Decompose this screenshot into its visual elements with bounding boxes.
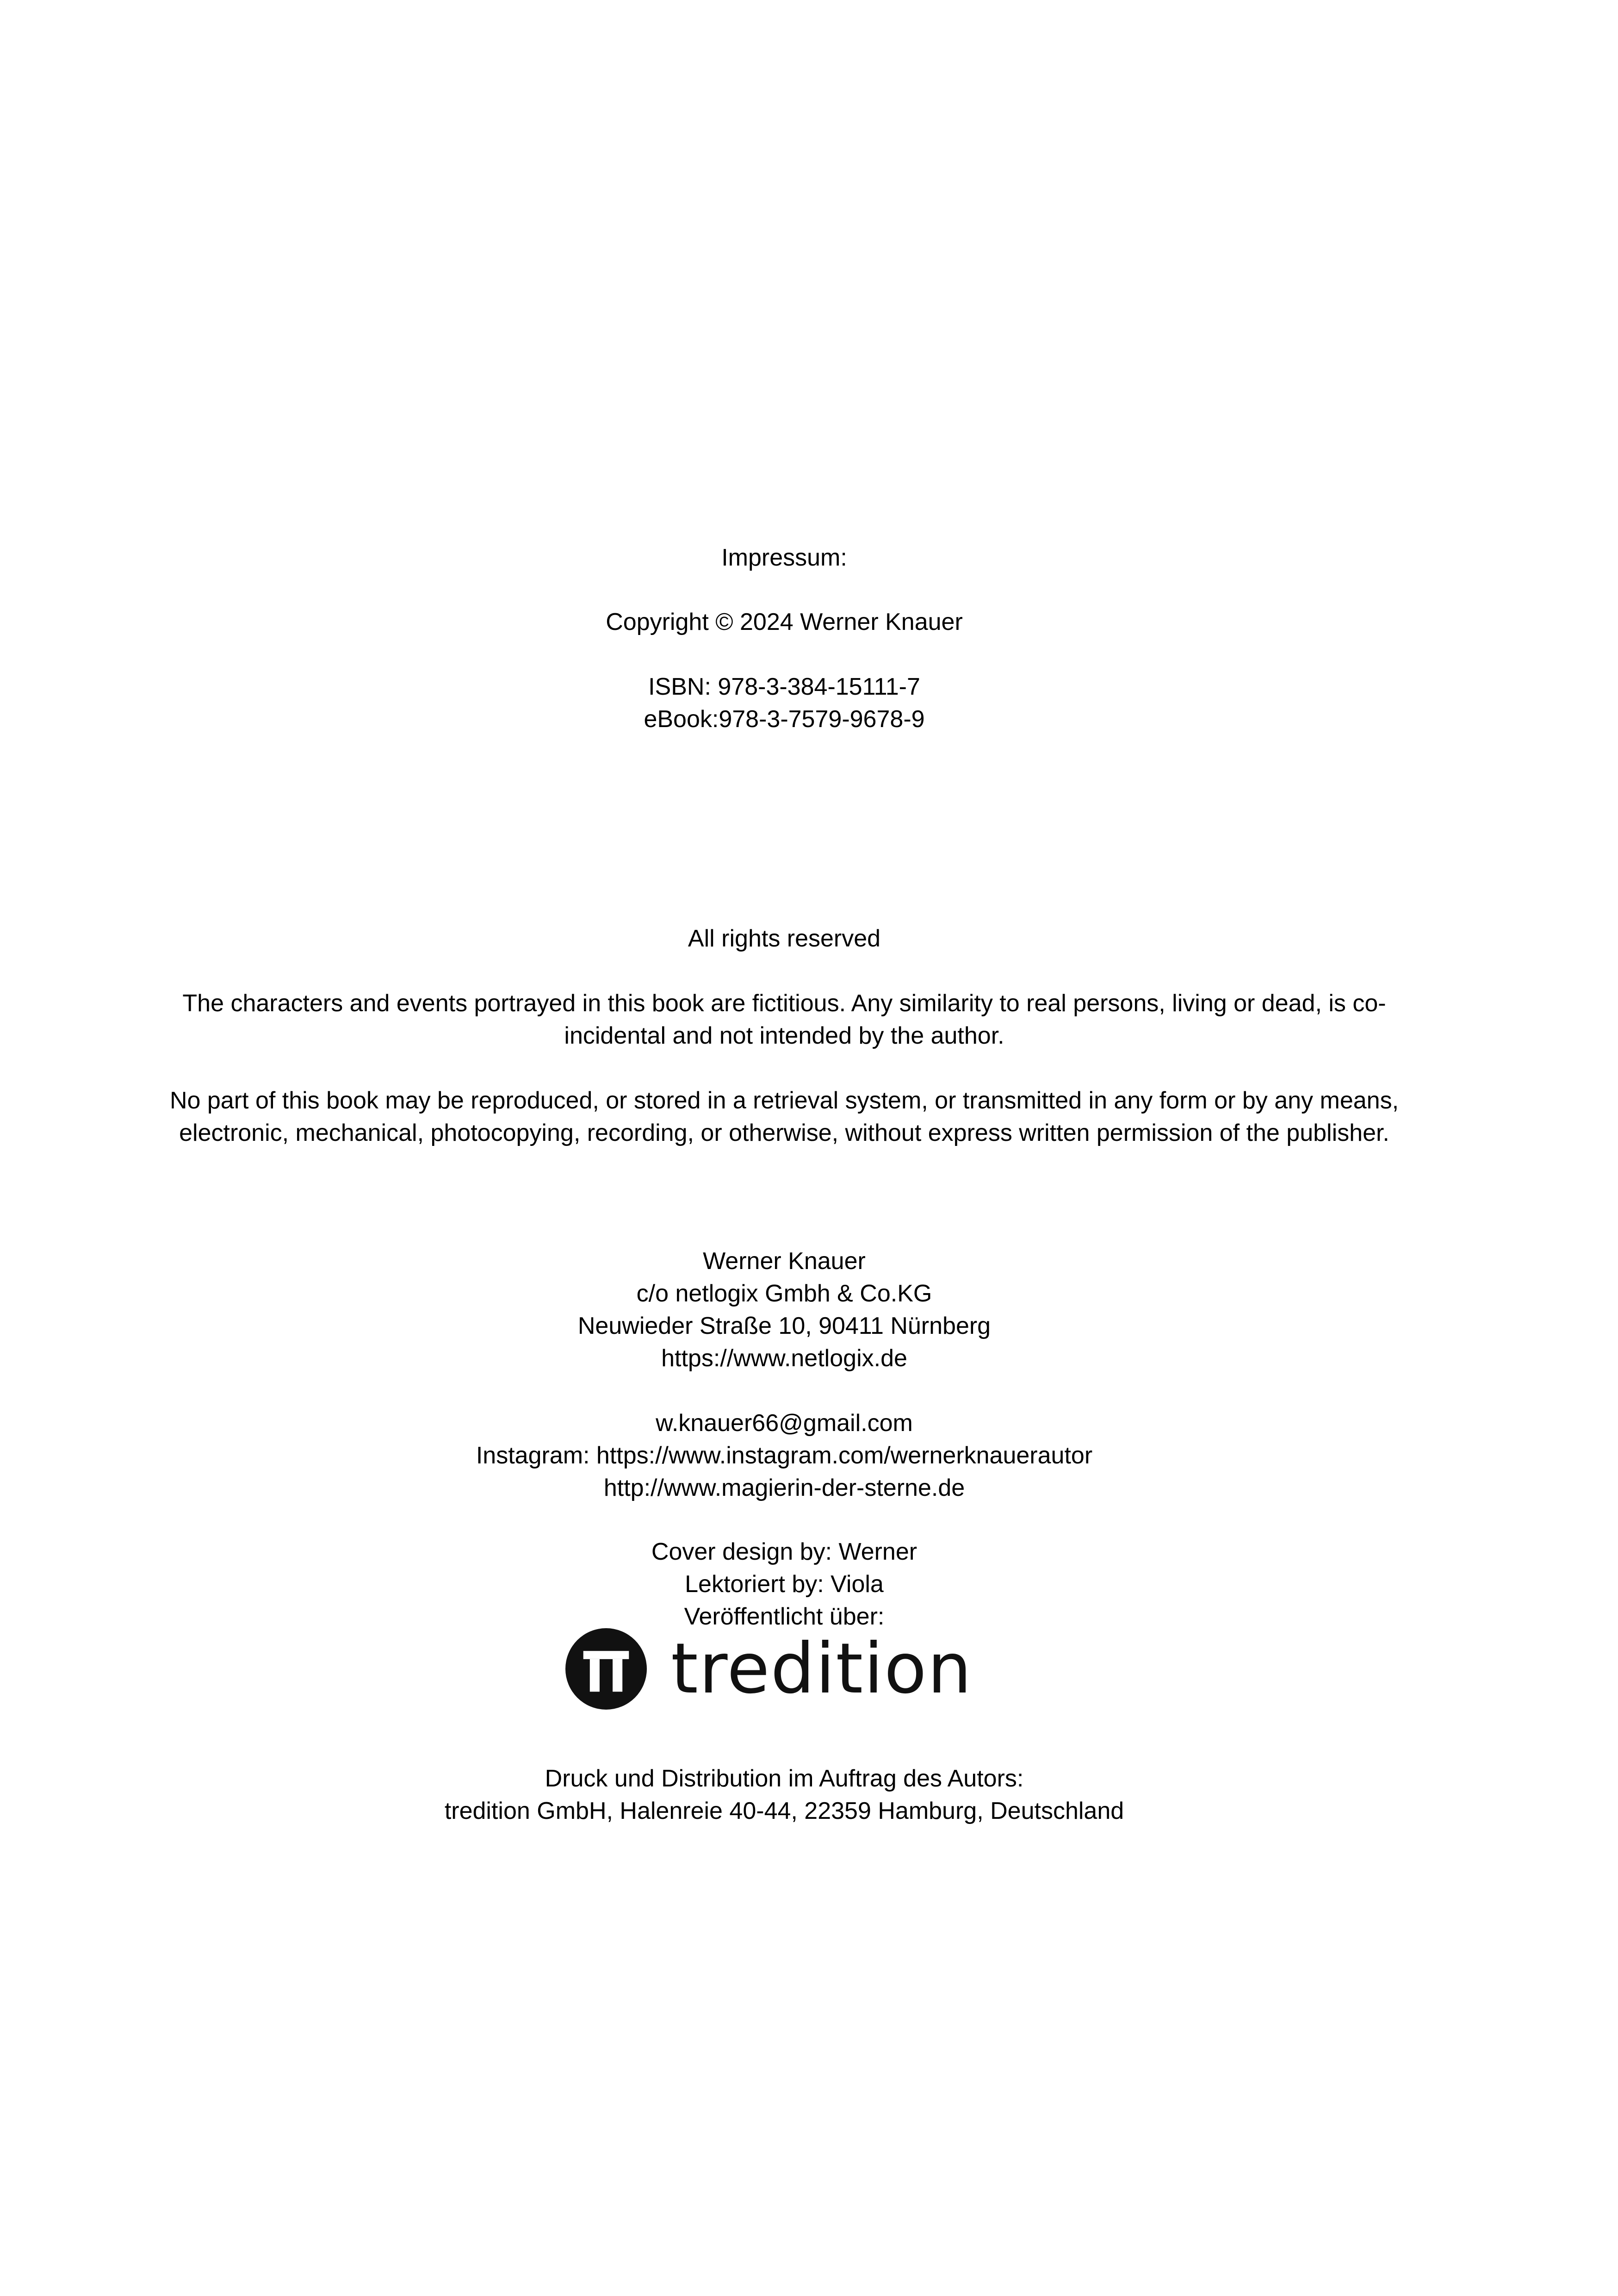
tredition-logo bbox=[565, 1628, 973, 1710]
email-address: w.knauer66@gmail.com bbox=[656, 1410, 913, 1437]
address-line: Neuwieder Straße 10, 90411 Nürnberg bbox=[577, 1313, 991, 1339]
ebook-isbn-line: eBook:978-3-7579-9678-9 bbox=[644, 706, 925, 733]
book-website: http://www.magierin-der-sterne.de bbox=[603, 1475, 965, 1501]
company-website: https://www.netlogix.de bbox=[661, 1345, 907, 1372]
imprint-heading: Impressum: bbox=[721, 544, 847, 571]
isbn-line: ISBN: 978-3-384-15111-7 bbox=[648, 673, 920, 700]
distribution-line-1: Druck und Distribution im Auftrag des Autors: bbox=[545, 1765, 1024, 1792]
published-via-label: Veröffentlicht über: bbox=[684, 1603, 885, 1630]
author-name: Werner Knauer bbox=[703, 1248, 866, 1275]
tredition-wordmark: tredition bbox=[671, 1629, 973, 1709]
tredition-logo-icon bbox=[565, 1628, 647, 1710]
company-line: c/o netlogix Gmbh & Co.KG bbox=[636, 1280, 932, 1307]
instagram-link: Instagram: https://www.instagram.com/wernerknauerautor bbox=[476, 1442, 1093, 1469]
reproduction-disclaimer: No part of this book may be reproduced, or stored in a retrieval system, or transmitted in any form or by any means, electronic, mechanical, photocopying, recording, or otherwise, without express written permission of the publisher. bbox=[169, 1087, 1399, 1146]
editor-credit: Lektoriert by: Viola bbox=[685, 1571, 884, 1598]
distribution-line-2: tredition GmbH, Halenreie 40-44, 22359 Hamburg, Deutschland bbox=[444, 1798, 1124, 1824]
all-rights-reserved: All rights reserved bbox=[688, 925, 881, 952]
cover-design-credit: Cover design by: Werner bbox=[651, 1538, 917, 1565]
copyright-line: Copyright © 2024 Werner Knauer bbox=[606, 609, 963, 635]
fiction-disclaimer: The characters and events portrayed in this book are fictitious. Any similarity to real persons, living or dead, is co-incidental and not intended by the author. bbox=[182, 990, 1386, 1049]
